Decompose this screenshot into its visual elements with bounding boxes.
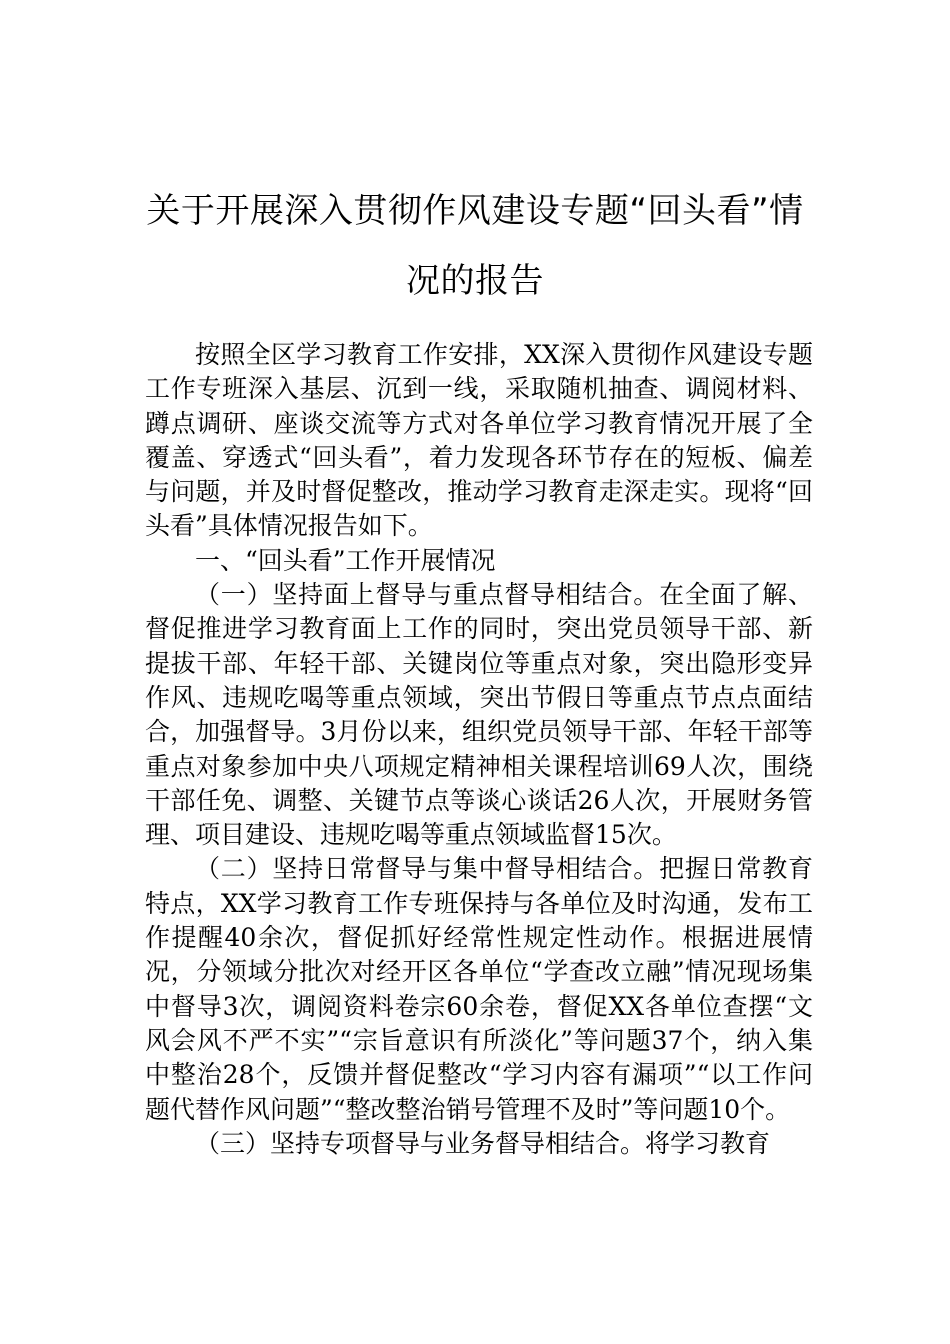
document-body [145,338,813,1161]
section-heading-1: 一、“回头看”工作开展情况 [195,545,496,575]
subsection-paragraph-1: （一）坚持面上督导与重点督导相结合。在全面了解、督促推进学习教育面上工作的同时，突出党员领导干部、新提拔干部、年轻干部、关键岗位等重点对象，突出隐形变异作风、违规吃喝等重点领域，突出节假日等重点节点点面结合，加强督导。3月份以来，组织党员领导干部、年轻干部等重点对象参加中央八项规定精神相关课程培训69人次，围绕干部任免、调整、关键节点等谈心谈话26人次，开展财务管理、项目建设、违规吃喝等重点领域监督15次。 [145,580,813,850]
subsection-paragraph-3: （三）坚持专项督导与业务督导相结合。将学习教育 [195,1128,771,1158]
intro-paragraph: 按照全区学习教育工作安排，XX深入贯彻作风建设专题工作专班深入基层、沉到一线，采取随机抽查、调阅材料、蹲点调研、座谈交流等方式对各单位学习教育情况开展了全覆盖、穿透式“回头看”，着力发现各环节存在的短板、偏差与问题，并及时督促整改，推动学习教育走深走实。现将“回头看”具体情况报告如下。 [145,340,813,541]
document-title: 关于开展深入贯彻作风建设专题“回头看”情况的报告 [146,191,804,301]
subsection-paragraph-2: （二）坚持日常督导与集中督导相结合。把握日常教育特点，XX学习教育工作专班保持与各单位及时沟通，发布工作提醒40余次，督促抓好经常性规定性动作。根据进展情况，分领域分批次对经开区各单位“学查改立融”情况现场集中督导3次，调阅资料卷宗60余卷，督促XX各单位查摆“文风会风不严不实”“宗旨意识有所淡化”等问题37个，纳入集中整治28个，反馈并督促整改“学习内容有漏项”“以工作问题代替作风问题”“整改整治销号管理不及时”等问题10个。 [145,854,813,1124]
